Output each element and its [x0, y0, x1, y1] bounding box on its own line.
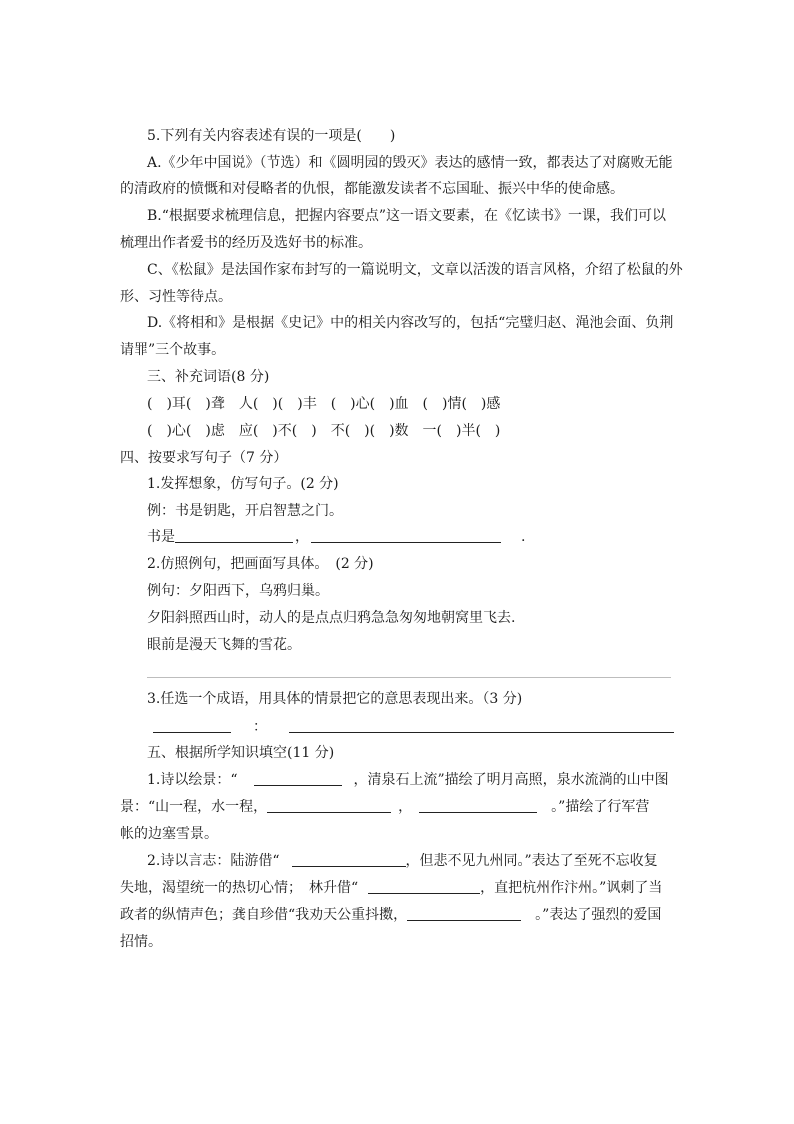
q5-option-c-line2: 形、习性等待点。 — [120, 289, 232, 305]
section-3-title: 三、补充词语(8 分) — [147, 369, 270, 385]
q5-stem: 5.下列有关内容表述有误的一项是( ) — [147, 128, 396, 144]
s4-q1-prompt: 1.发挥想象，仿写句子。(2 分) — [147, 476, 339, 492]
s5-blank-1[interactable] — [254, 771, 342, 786]
s5-p1-line1-start: 1.诗以绘景：“ — [147, 772, 238, 788]
s4-q2-example: 例句：夕阳西下，乌鸦归巢。 — [147, 583, 329, 599]
s4-q3-description-blank[interactable] — [289, 718, 674, 733]
s5-p1-line2-end: 。”描绘了行军营 — [551, 799, 650, 815]
s5-p2-line4: 招情。 — [120, 934, 162, 950]
s4-q1-blank-1[interactable] — [175, 528, 293, 543]
s5-p2-line1-start: 2.诗以言志：陆游借“ — [147, 853, 280, 869]
s5-p1-line2-comma: ， — [398, 799, 413, 815]
s4-q1-comma: ， — [295, 529, 309, 545]
s5-p2-line3-start: 政者的纵情声色；龚自珍借“我劝天公重抖擞， — [120, 907, 408, 923]
s4-q1-example: 例：书是钥匙，开启智慧之门。 — [147, 503, 343, 519]
s5-blank-4[interactable] — [292, 852, 406, 867]
q5-option-b-line1: B.“根据要求梳理信息，把握内容要点”这一语文要素，在《忆读书》一课，我们可以 — [147, 208, 667, 224]
word-fill-row-2: ( )心( )虑 应( )不( ) 不( )( )数 一( )半( ) — [147, 423, 501, 439]
s5-p2-line2 — [120, 878, 662, 898]
s4-q1-answer-line — [147, 527, 525, 547]
s5-p2-line3-end: 。”表达了强烈的爱国 — [535, 907, 662, 923]
s5-p2-line3 — [120, 905, 661, 925]
s4-q3-prompt: 3.任选一个成语，用具体的情景把它的意思表现出来。（3 分) — [147, 691, 523, 707]
word-fill-row-1: ( )耳( )聋 人( )( )丰 ( )心( )血 ( )情( )感 — [147, 396, 501, 412]
s4-q2-answer-line[interactable] — [147, 677, 671, 678]
s4-q3-answer-line — [153, 717, 674, 737]
s4-q1-end: . — [521, 529, 526, 545]
q5-option-d-line2: 请罪”三个故事。 — [120, 342, 226, 358]
s5-p1-line2-start: 景：“山一程，水一程， — [120, 799, 268, 815]
s5-blank-2[interactable] — [267, 798, 391, 813]
section-4-title: 四、按要求写句子（7 分） — [120, 450, 288, 466]
q5-option-d-line1: D.《将相和》是根据《史记》中的相关内容改写的，包括“完璧归赵、渑池会面、负荆 — [147, 315, 674, 331]
q5-option-c-line1: C、《松鼠》是法国作家布封写的一篇说明文，文章以活泼的语言风格，介绍了松鼠的外 — [147, 262, 683, 278]
s4-q2-task: 眼前是漫天飞舞的雪花。 — [147, 637, 301, 653]
q5-option-b-line2: 梳理出作者爱书的经历及选好书的标准。 — [120, 235, 372, 251]
s5-p2-line1-end: ，但悲不见九州同。”表达了至死不忘收复 — [405, 853, 658, 869]
s5-p1-line1 — [147, 770, 669, 790]
s4-q1-blank-2[interactable] — [311, 528, 501, 543]
s4-q3-idiom-blank[interactable] — [153, 718, 231, 733]
s5-p2-line2-start: 失地，渴望统一的热切心情； 林升借“ — [120, 880, 359, 896]
s5-p1-line1-end: ，清泉石上流”描绘了明月高照，泉水流淌的山中图 — [353, 772, 669, 788]
s5-p2-line2-end: ，直把杭州作汴州。”讽刺了当 — [480, 880, 663, 896]
s5-p2-line1 — [147, 851, 658, 871]
s5-blank-3[interactable] — [419, 798, 537, 813]
q5-option-a-line1: A.《少年中国说》（节选）和《圆明园的毁灭》表达的感情一致，都表达了对腐败无能 — [147, 155, 673, 171]
s4-q1-prefix: 书是 — [147, 529, 175, 545]
s5-blank-5[interactable] — [368, 879, 480, 894]
q5-option-a-line2: 的清政府的愤慨和对侵略者的仇恨，都能激发读者不忘国耻、振兴中华的使命感。 — [120, 181, 624, 197]
s4-q3-colon: ： — [253, 719, 267, 735]
section-5-title: 五、根据所学知识填空(11 分) — [147, 745, 335, 761]
s4-q2-expanded-example: 夕阳斜照西山时，动人的是点点归鸦急急匆匆地朝窝里飞去. — [147, 610, 516, 626]
s4-q2-prompt: 2.仿照例句，把画面写具体。 (2 分) — [147, 556, 374, 572]
s5-p1-line3: 帐的边塞雪景。 — [120, 826, 218, 842]
s5-p1-line2 — [120, 797, 649, 817]
s5-blank-6[interactable] — [407, 906, 521, 921]
